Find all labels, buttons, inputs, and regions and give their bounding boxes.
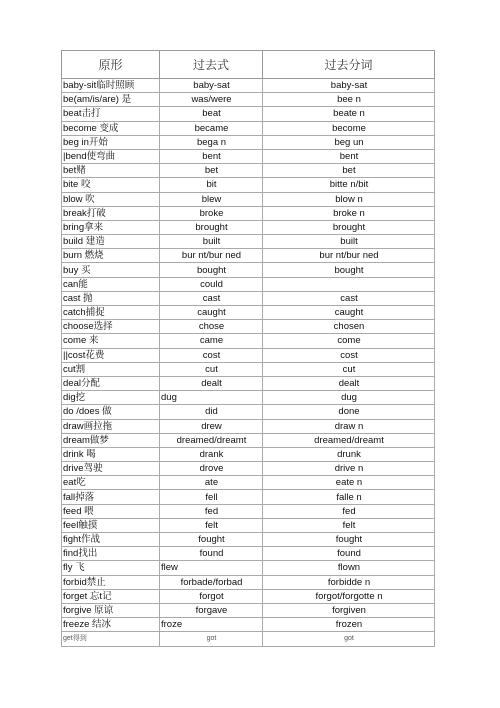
table-row (62, 462, 435, 476)
table-row (62, 533, 435, 547)
past-participle-cell: bet (263, 164, 435, 178)
base-form-cell: be(am/is/are) 是 (62, 93, 160, 107)
past-participle-cell: flown (263, 561, 435, 575)
base-form-cell: bet赌 (62, 164, 160, 178)
past-tense-cell: bet (160, 164, 263, 178)
past-participle-cell (263, 277, 435, 291)
past-participle-cell: built (263, 235, 435, 249)
base-form-cell: bring拿来 (62, 220, 160, 234)
table-row (62, 334, 435, 348)
past-participle-cell: falle n (263, 490, 435, 504)
past-participle-cell: bur nt/bur ned (263, 249, 435, 263)
past-tense-cell: could (160, 277, 263, 291)
past-tense-cell: dealt (160, 376, 263, 390)
past-participle-cell: drive n (263, 462, 435, 476)
past-tense-cell: got (160, 632, 263, 646)
past-participle-cell: cut (263, 362, 435, 376)
table-row (62, 504, 435, 518)
past-tense-cell: dug (160, 391, 263, 405)
table-row (62, 603, 435, 617)
base-form-cell: feed 喂 (62, 504, 160, 518)
table-row (62, 149, 435, 163)
table-row (62, 79, 435, 93)
past-tense-cell: chose (160, 320, 263, 334)
table-row (62, 575, 435, 589)
base-form-cell: deal分配 (62, 376, 160, 390)
past-tense-cell: found (160, 547, 263, 561)
base-form-cell: forget 忘t记 (62, 589, 160, 603)
base-form-cell: feel触摸 (62, 518, 160, 532)
table-row (62, 618, 435, 632)
base-form-cell: dream做梦 (62, 433, 160, 447)
base-form-cell: blow 吹 (62, 192, 160, 206)
base-form-cell: bite 咬 (62, 178, 160, 192)
table-row (62, 306, 435, 320)
past-participle-cell: broke n (263, 206, 435, 220)
past-tense-cell: cut (160, 362, 263, 376)
past-participle-cell: got (263, 632, 435, 646)
base-form-cell: burn 燃烧 (62, 249, 160, 263)
past-participle-cell: forbidde n (263, 575, 435, 589)
past-participle-cell: cost (263, 348, 435, 362)
table-row (62, 249, 435, 263)
table-row (62, 405, 435, 419)
past-participle-cell: draw n (263, 419, 435, 433)
base-form-cell: catch捕捉 (62, 306, 160, 320)
base-form-cell: drink 喝 (62, 447, 160, 461)
past-participle-cell: felt (263, 518, 435, 532)
table-row (62, 433, 435, 447)
base-form-cell: choose选择 (62, 320, 160, 334)
past-participle-cell: fought (263, 533, 435, 547)
past-tense-cell: bur nt/bur ned (160, 249, 263, 263)
past-tense-cell: forgot (160, 589, 263, 603)
table-row (62, 632, 435, 646)
table-row (62, 447, 435, 461)
base-form-cell: beg in开始 (62, 135, 160, 149)
base-form-cell: get得到 (62, 632, 160, 646)
base-form-cell: break打破 (62, 206, 160, 220)
base-form-cell: forbid禁止 (62, 575, 160, 589)
base-form-cell: fall掉落 (62, 490, 160, 504)
past-participle-cell: bee n (263, 93, 435, 107)
past-tense-cell: froze (160, 618, 263, 632)
table-row (62, 476, 435, 490)
table-row (62, 547, 435, 561)
past-participle-cell: dreamed/dreamt (263, 433, 435, 447)
base-form-cell: dig挖 (62, 391, 160, 405)
table-row (62, 391, 435, 405)
table-row (62, 93, 435, 107)
past-participle-cell: found (263, 547, 435, 561)
base-form-cell: ||cost花费 (62, 348, 160, 362)
past-tense-cell: beat (160, 107, 263, 121)
past-tense-cell: bega n (160, 135, 263, 149)
past-tense-cell: came (160, 334, 263, 348)
past-tense-cell: caught (160, 306, 263, 320)
past-tense-cell: forgave (160, 603, 263, 617)
table-row (62, 419, 435, 433)
past-tense-cell: cost (160, 348, 263, 362)
past-participle-cell: done (263, 405, 435, 419)
table-row (62, 178, 435, 192)
table-row (62, 164, 435, 178)
base-form-cell: beat击打 (62, 107, 160, 121)
past-participle-cell: become (263, 121, 435, 135)
past-participle-cell: bought (263, 263, 435, 277)
past-participle-cell: forgot/forgotte n (263, 589, 435, 603)
base-form-cell: buy 买 (62, 263, 160, 277)
table-row (62, 107, 435, 121)
base-form-cell: fly 飞 (62, 561, 160, 575)
past-participle-cell: eate n (263, 476, 435, 490)
table-row (62, 291, 435, 305)
past-tense-cell: fed (160, 504, 263, 518)
past-tense-cell: cast (160, 291, 263, 305)
table-row (62, 235, 435, 249)
base-form-cell: forgive 原谅 (62, 603, 160, 617)
table-row (62, 320, 435, 334)
table-body (62, 79, 435, 647)
table-row (62, 121, 435, 135)
base-form-cell: come 来 (62, 334, 160, 348)
past-tense-cell: was/were (160, 93, 263, 107)
header-base-form: 原形 (62, 51, 160, 79)
past-participle-cell: blow n (263, 192, 435, 206)
table-row (62, 490, 435, 504)
past-participle-cell: drunk (263, 447, 435, 461)
past-tense-cell: felt (160, 518, 263, 532)
past-tense-cell: dreamed/dreamt (160, 433, 263, 447)
past-participle-cell: bent (263, 149, 435, 163)
past-tense-cell: did (160, 405, 263, 419)
past-participle-cell: cast (263, 291, 435, 305)
past-tense-cell: became (160, 121, 263, 135)
past-tense-cell: bought (160, 263, 263, 277)
table-row (62, 561, 435, 575)
past-participle-cell: dug (263, 391, 435, 405)
header-row (62, 51, 435, 79)
past-tense-cell: fell (160, 490, 263, 504)
table-row (62, 135, 435, 149)
table-row (62, 518, 435, 532)
table-row (62, 348, 435, 362)
past-tense-cell: blew (160, 192, 263, 206)
past-participle-cell: bitte n/bit (263, 178, 435, 192)
base-form-cell: freeze 结冰 (62, 618, 160, 632)
past-tense-cell: brought (160, 220, 263, 234)
past-participle-cell: beg un (263, 135, 435, 149)
table-row (62, 192, 435, 206)
base-form-cell: find找出 (62, 547, 160, 561)
table-row (62, 589, 435, 603)
base-form-cell: cast 抛 (62, 291, 160, 305)
base-form-cell: cut割 (62, 362, 160, 376)
past-tense-cell: broke (160, 206, 263, 220)
header-past-tense: 过去式 (160, 51, 263, 79)
table-row (62, 206, 435, 220)
base-form-cell: fight作战 (62, 533, 160, 547)
table-row (62, 263, 435, 277)
past-participle-cell: caught (263, 306, 435, 320)
past-participle-cell: fed (263, 504, 435, 518)
past-tense-cell: built (160, 235, 263, 249)
table-row (62, 376, 435, 390)
base-form-cell: draw画拉拖 (62, 419, 160, 433)
header-past-participle: 过去分词 (263, 51, 435, 79)
base-form-cell: can能 (62, 277, 160, 291)
past-tense-cell: drove (160, 462, 263, 476)
past-participle-cell: brought (263, 220, 435, 234)
table-row (62, 362, 435, 376)
base-form-cell: build 建造 (62, 235, 160, 249)
past-participle-cell: dealt (263, 376, 435, 390)
past-tense-cell: baby-sat (160, 79, 263, 93)
past-tense-cell: bent (160, 149, 263, 163)
past-tense-cell: flew (160, 561, 263, 575)
past-tense-cell: forbade/forbad (160, 575, 263, 589)
irregular-verb-table (61, 50, 435, 647)
base-form-cell: eat吃 (62, 476, 160, 490)
base-form-cell: drive驾驶 (62, 462, 160, 476)
past-participle-cell: chosen (263, 320, 435, 334)
past-tense-cell: drew (160, 419, 263, 433)
past-participle-cell: beate n (263, 107, 435, 121)
past-tense-cell: fought (160, 533, 263, 547)
base-form-cell: baby-sit临时照顾 (62, 79, 160, 93)
base-form-cell: |bend使弯曲 (62, 149, 160, 163)
past-tense-cell: drank (160, 447, 263, 461)
table-row (62, 277, 435, 291)
past-tense-cell: ate (160, 476, 263, 490)
past-participle-cell: frozen (263, 618, 435, 632)
past-participle-cell: baby-sat (263, 79, 435, 93)
past-participle-cell: come (263, 334, 435, 348)
past-participle-cell: forgiven (263, 603, 435, 617)
base-form-cell: do /does 做 (62, 405, 160, 419)
table-row (62, 220, 435, 234)
past-tense-cell: bit (160, 178, 263, 192)
base-form-cell: become 变成 (62, 121, 160, 135)
